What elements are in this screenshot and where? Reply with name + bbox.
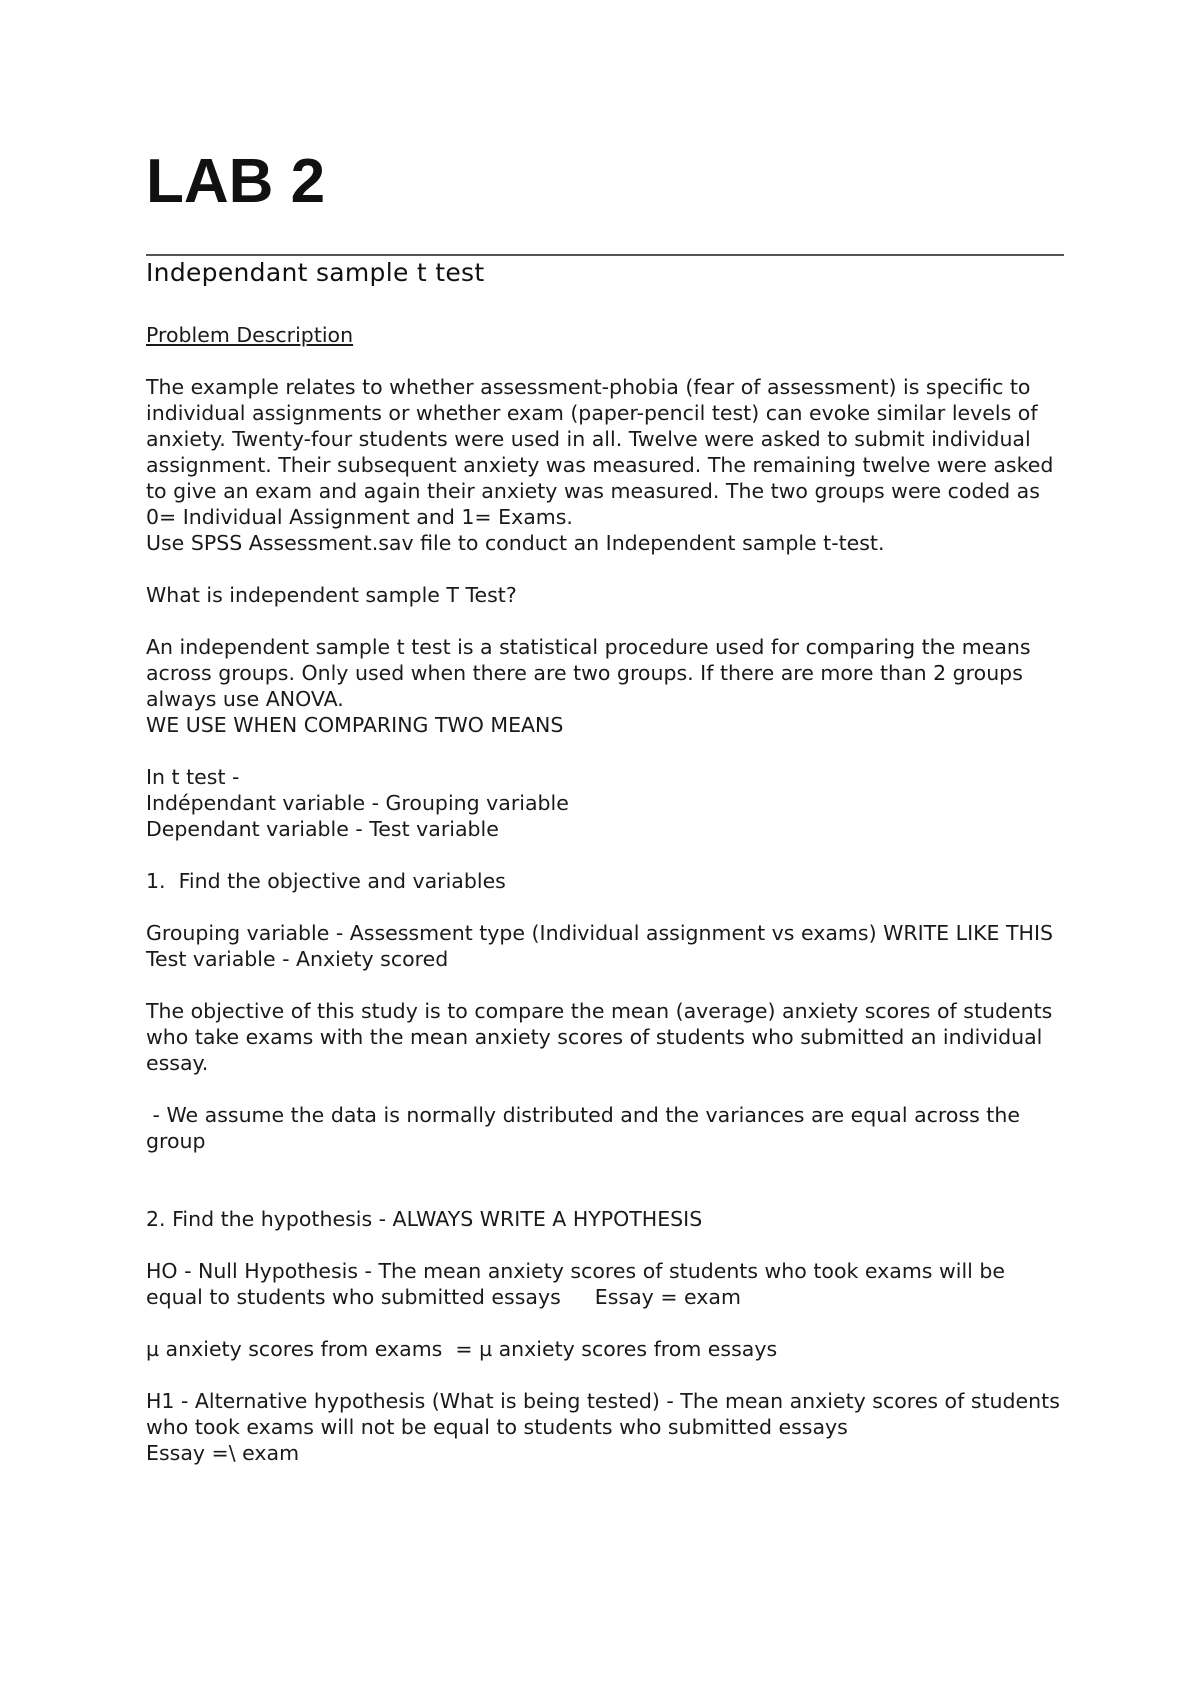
document-title: LAB 2 (146, 147, 326, 216)
in-t-test-line: In t test - (146, 765, 240, 789)
question-line: What is independent sample T Test? (146, 583, 517, 607)
null-hypothesis-text: HO - Null Hypothesis - The mean anxiety scores of students who took exams will be equal to students who submitted essays (146, 1259, 1005, 1309)
dependent-variable-line: Dependant variable - Test variable (146, 817, 499, 841)
definition-paragraph: An independent sample t test is a statistical procedure used for comparing the means across groups. Only used when there are two groups. If there are more than 2 groups always use ANOVA. (146, 635, 1031, 711)
null-formula: Essay = exam (594, 1285, 741, 1309)
alternative-formula: Essay =\ exam (146, 1441, 300, 1465)
assumption-line: - We assume the data is normally distributed and the variances are equal across the group (146, 1103, 1027, 1153)
step-1-heading: 1. Find the objective and variables (146, 869, 506, 893)
problem-paragraph: The example relates to whether assessment-phobia (fear of assessment) is specific to individual assignments or whether exam (paper-pencil test) can evoke similar levels of anxiety. Twenty-four students were used in all. Twelve were asked to submit individual assignment. Their subsequent anxiety was measured. The remaining twelve were asked to give an exam and again their anxiety was measured. The two groups were coded as 0= Individual Assignment and 1= Exams. (146, 375, 1054, 529)
test-variable-line: Test variable - Anxiety scored (146, 947, 449, 971)
document-subtitle: Independant sample t test (146, 258, 485, 287)
grouping-variable-line: Grouping variable - Assessment type (Individual assignment vs exams) WRITE LIKE THIS (146, 921, 1054, 945)
document-body (146, 322, 1064, 1466)
step-2-heading: 2. Find the hypothesis - ALWAYS WRITE A HYPOTHESIS (146, 1207, 703, 1231)
mu-equation: µ anxiety scores from exams = µ anxiety scores from essays (146, 1337, 778, 1361)
objective-paragraph: The objective of this study is to compare the mean (average) anxiety scores of students who take exams with the mean anxiety scores of students who submitted an individual essay. (146, 999, 1053, 1075)
spss-instruction: Use SPSS Assessment.sav file to conduct an Independent sample t-test. (146, 531, 885, 555)
null-hypothesis (146, 1258, 1064, 1310)
independent-variable-line: Indépendant variable - Grouping variable (146, 791, 569, 815)
alternative-hypothesis: H1 - Alternative hypothesis (What is being tested) - The mean anxiety scores of students who took exams will not be equal to students who submitted essays (146, 1389, 1060, 1439)
section-heading: Problem Description (146, 323, 354, 347)
definition-note: WE USE WHEN COMPARING TWO MEANS (146, 713, 564, 737)
